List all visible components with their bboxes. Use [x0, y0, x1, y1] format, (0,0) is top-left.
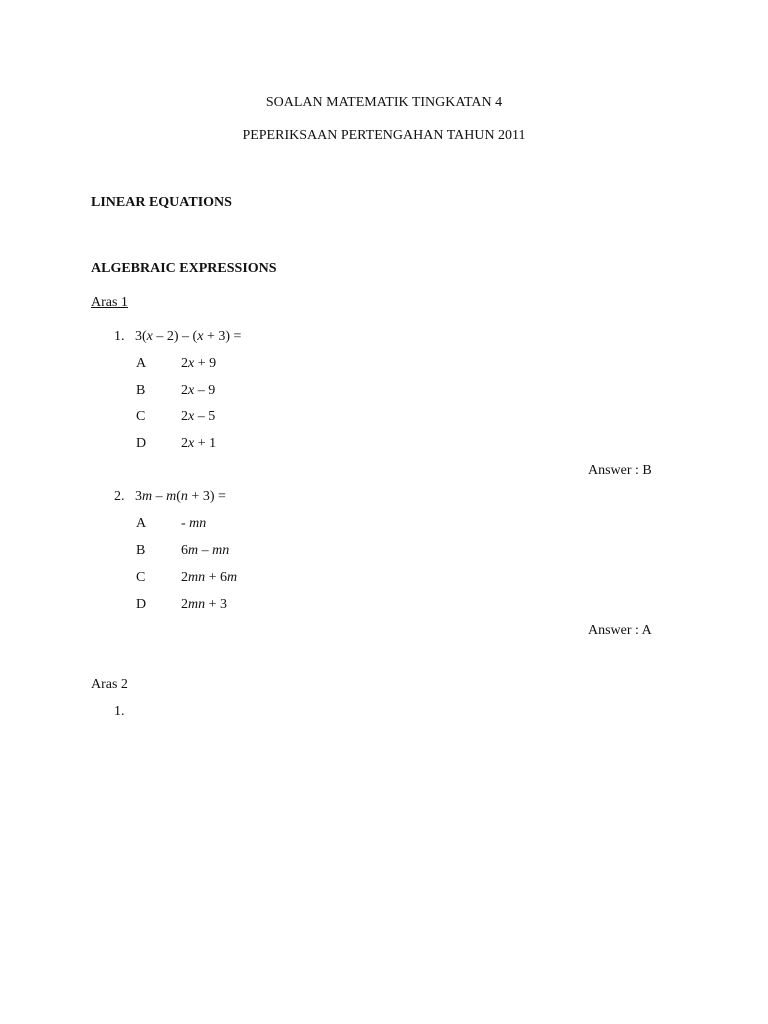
- section-heading-algebraic-expressions: ALGEBRAIC EXPRESSIONS: [91, 261, 277, 276]
- q2-option-b-text: 6m – mn: [181, 543, 230, 558]
- q2-option-b-letter: B: [136, 543, 146, 558]
- level-label-aras-2: Aras 2: [91, 677, 128, 692]
- q2-option-c-letter: C: [136, 570, 146, 585]
- q2-option-d-text: 2mn + 3: [181, 597, 228, 612]
- q1-option-b-letter: B: [136, 383, 146, 398]
- question-number-2: 2.: [114, 489, 125, 504]
- q1-option-a-letter: A: [136, 356, 147, 371]
- q1-option-a-text: 2x + 9: [181, 356, 217, 371]
- q1-option-d-text: 2x + 1: [181, 436, 217, 451]
- q2-option-d-letter: D: [136, 597, 147, 612]
- question-number-1: 1.: [114, 329, 125, 344]
- aras-2-question-number-1: 1.: [114, 704, 125, 719]
- q1-option-b-text: 2x – 9: [181, 383, 216, 398]
- q1-option-c-text: 2x – 5: [181, 409, 216, 424]
- section-heading-linear-equations: LINEAR EQUATIONS: [91, 195, 232, 210]
- question-1-answer: Answer : B: [588, 463, 652, 478]
- question-2-stem: 3m – m(n + 3) =: [135, 489, 226, 504]
- document-title: SOALAN MATEMATIK TINGKATAN 4: [265, 95, 503, 110]
- q1-option-c-letter: C: [136, 409, 146, 424]
- question-1-stem: 3(x – 2) – (x + 3) =: [135, 329, 242, 344]
- document-subtitle: PEPERIKSAAN PERTENGAHAN TAHUN 2011: [242, 128, 526, 143]
- question-2-answer: Answer : A: [588, 623, 652, 638]
- q2-option-a-text: - mn: [181, 516, 207, 531]
- q2-option-a-letter: A: [136, 516, 147, 531]
- level-label-aras-1: Aras 1: [91, 295, 128, 310]
- q1-option-d-letter: D: [136, 436, 147, 451]
- q2-option-c-text: 2mn + 6m: [181, 570, 238, 585]
